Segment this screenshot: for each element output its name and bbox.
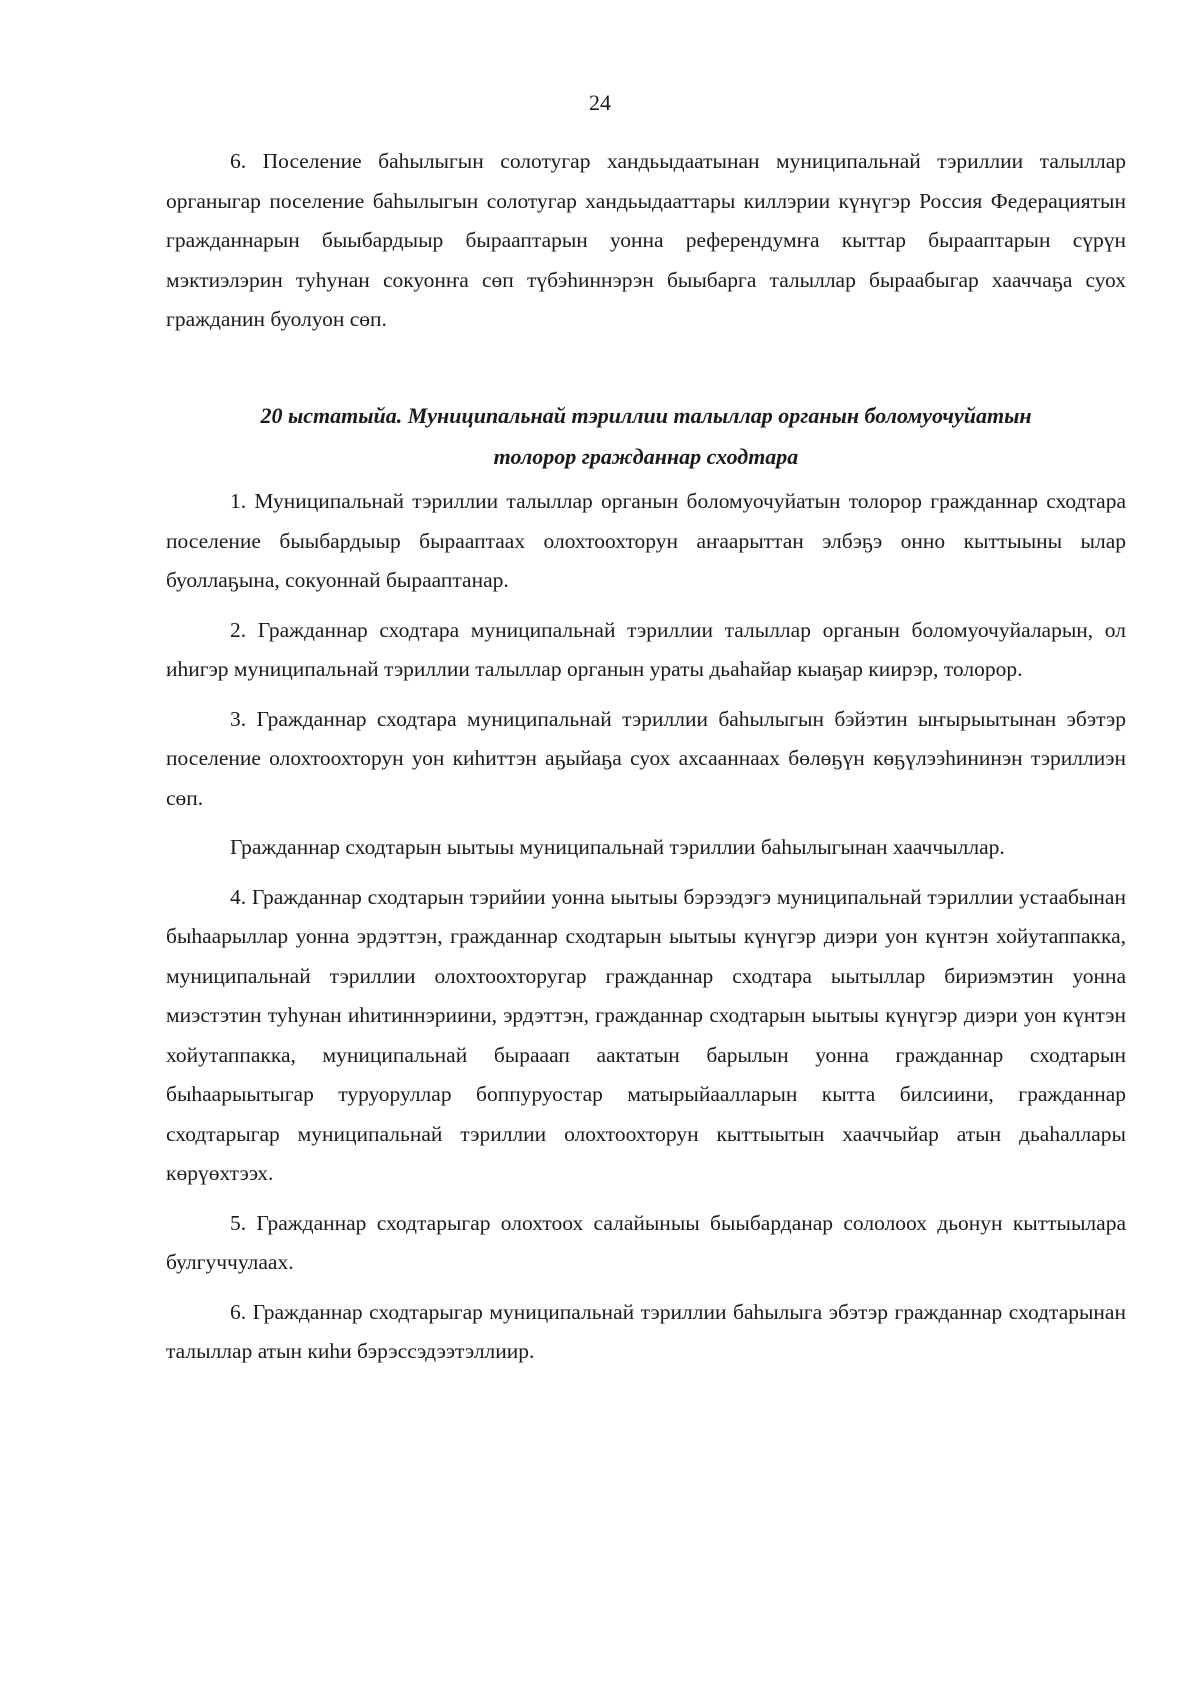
article-paragraph-6: 6. Гражданнар сходтарыгар муниципальнай тэриллии баһылыга эбэтэр гражданнар сходтарынан талыллар атын киһи бэрэссэдээтэллиир. <box>166 1299 1126 1363</box>
article-paragraph-5: 5. Гражданнар сходтарыгар олохтоох салайыныы быыбарданар сололоох дьонун кыттыылара булгуччулаах. <box>166 1210 1126 1274</box>
article-paragraph-2: 2. Гражданнар сходтара муниципальнай тэриллии талыллар органын боломуочуйаларын, ол иһигэр муниципальнай тэриллии талыллар органын ураты дьаһайар кыаҕар киирэр, толорор. <box>166 617 1126 681</box>
article-paragraph-3-continued: Гражданнар сходтарын ыытыы муниципальнай тэриллии баһылыгынан хааччыллар. <box>230 835 1005 859</box>
page-number: 24 <box>589 90 611 115</box>
article-heading-line-1: 20 ыстатыйа. Муниципальнай тэриллии талыллар органын боломуочуйатын <box>260 403 1032 428</box>
intro-paragraph: 6. Поселение баһылыгын солотугар хандьыдаатынан муниципальнай тэриллии талыллар органыгар поселение баһылыгын солотугар хандьыдааттары киллэрии күнүгэр Россия Федерациятын гражданнарын быыбардыыр бырааптарын уонна референдумҥа кыттар бырааптарын сүрүн мэктиэлэрин туһунан сокуонҥа сөп түбэһиннэрэн быыбарга талыллар быраабыгар хааччаҕа суох гражданин буолуон сөп. <box>166 149 1126 331</box>
article-paragraph-4: 4. Гражданнар сходтарын тэрийии уонна ыытыы бэрээдэгэ муниципальнай тэриллии устаабынан быһаарыллар уонна эрдэттэн, гражданнар сходтарын ыытыы күнүгэр диэри уон күнтэн хойутаппакка, муниципальнай тэриллии олохтоохторугар гражданнар сходтара ыытыллар бириэмэтин уонна миэстэтин туһунан иһитиннэриини, эрдэттэн, гражданнар сходтарын ыытыы күнүгэр диэри уон күнтэн хойутаппакка, муниципальнай бырааап аактатын барылын уонна гражданнар сходтарын быһаарыытыгар туруоруллар боппуруостар матырыйаалларын кытта билсиини, гражданнар сходтарыгар муниципальнай тэриллии олохтоохторун кыттыытын хааччыйар атын дьаһаллары көрүөхтээх. <box>166 884 1126 1185</box>
article-paragraph-1: 1. Муниципальнай тэриллии талыллар органын боломуочуйатын толорор гражданнар сходтара поселение быыбардыыр бырааптаах олохтоохторун аҥаарыттан элбэҕэ онно кыттыыны ылар буоллаҕына, сокуоннай бырааптанар. <box>166 489 1126 592</box>
article-body <box>166 482 1126 1382</box>
article-heading-line-2: толорор гражданнар сходтара <box>493 444 799 469</box>
article-heading <box>166 395 1126 477</box>
intro-section <box>166 142 1126 340</box>
article-paragraph-3: 3. Гражданнар сходтара муниципальнай тэриллии баһылыгын бэйэтин ыҥырыытынан эбэтэр поселение олохтоохторун уон киһиттэн аҕыйаҕа суох ахсааннаах бөлөҕүн көҕүлээһининэн тэриллиэн сөп. <box>166 706 1126 810</box>
